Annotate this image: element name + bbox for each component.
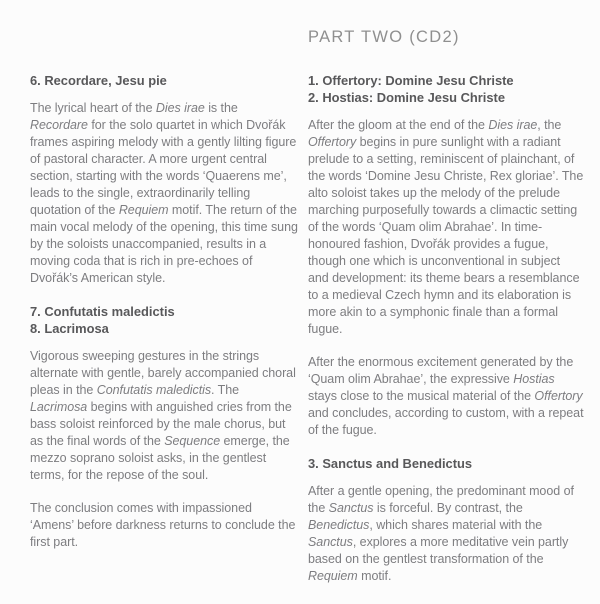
section-heading-block: [308, 72, 584, 106]
body-paragraph: The lyrical heart of the Dies irae is the Recordare for the solo quartet in which Dvořák frames aspiring melody with a gently lilting figure of pastoral character. A more urgent central section, starting with the words ‘Quaerens me’, leads to the single, extraordinarily telling quotation of the Requiem motif. The return of the main vocal melody of the opening, this time sung by the soloists unaccompanied, results in a moving coda that is rich in pre-echoes of Dvořák’s American style.: [30, 101, 298, 285]
track-heading: 6. Recordare, Jesu pie: [30, 73, 167, 88]
two-column-layout: [30, 72, 584, 601]
section-offertory-hostias: [308, 72, 584, 439]
left-column: [30, 72, 298, 601]
right-column: [308, 72, 584, 601]
section-recordare: [30, 72, 298, 287]
body-paragraph: After the enormous excitement generated by the ‘Quam olim Abrahae’, the expressive Hostias stays close to the musical material of the Offertory and concludes, according to custom, with a repeat of the fugue.: [308, 355, 584, 437]
body-paragraph: Vigorous sweeping gestures in the strings alternate with gentle, barely accompanied choral pleas in the Confutatis maledictis. The Lacrimosa begins with anguished cries from the bass soloist reinforced by the male chorus, but as the final words of the Sequence emerge, the mezzo soprano soloist asks, in the gentlest terms, for the repose of the soul.: [30, 349, 296, 482]
page-title: PART TWO (CD2): [308, 28, 460, 46]
section-heading-block: [30, 72, 298, 89]
body-paragraph: After the gloom at the end of the Dies irae, the Offertory begins in pure sunlight with a radiant prelude to a setting, reminiscent of plainchant, of the words ‘Domine Jesu Christe, Rex gloriae’. The alto soloist takes up the melody of the prelude marching purposefully towards a climactic setting of the words ‘Quam olim Abrahae’. In time-honoured fashion, Dvořák provides a fugue, though one which is unconventional in subject and development: its theme bears a resemblance to a medieval Czech hymn and its elaboration is more akin to a symphonic finale than a formal fugue.: [308, 118, 584, 336]
track-heading: 8. Lacrimosa: [30, 321, 109, 336]
body-paragraph: After a gentle opening, the predominant mood of the Sanctus is forceful. By contrast, the Benedictus, which shares material with the Sanctus, explores a more meditative vein partly based on the gentlest transformation of the Requiem motif.: [308, 484, 574, 583]
track-heading: 7. Confutatis maledictis: [30, 304, 175, 319]
section-confutatis-lacrimosa: [30, 303, 298, 551]
track-heading: 2. Hostias: Domine Jesu Christe: [308, 90, 505, 105]
track-heading: 3. Sanctus and Benedictus: [308, 456, 473, 471]
section-heading-block: [308, 455, 584, 472]
section-sanctus-benedictus: [308, 455, 584, 585]
section-heading-block: [30, 303, 298, 337]
body-paragraph: The conclusion comes with impassioned ‘Amens’ before darkness returns to conclude the first part.: [30, 501, 296, 549]
track-heading: 1. Offertory: Domine Jesu Christe: [308, 73, 514, 88]
